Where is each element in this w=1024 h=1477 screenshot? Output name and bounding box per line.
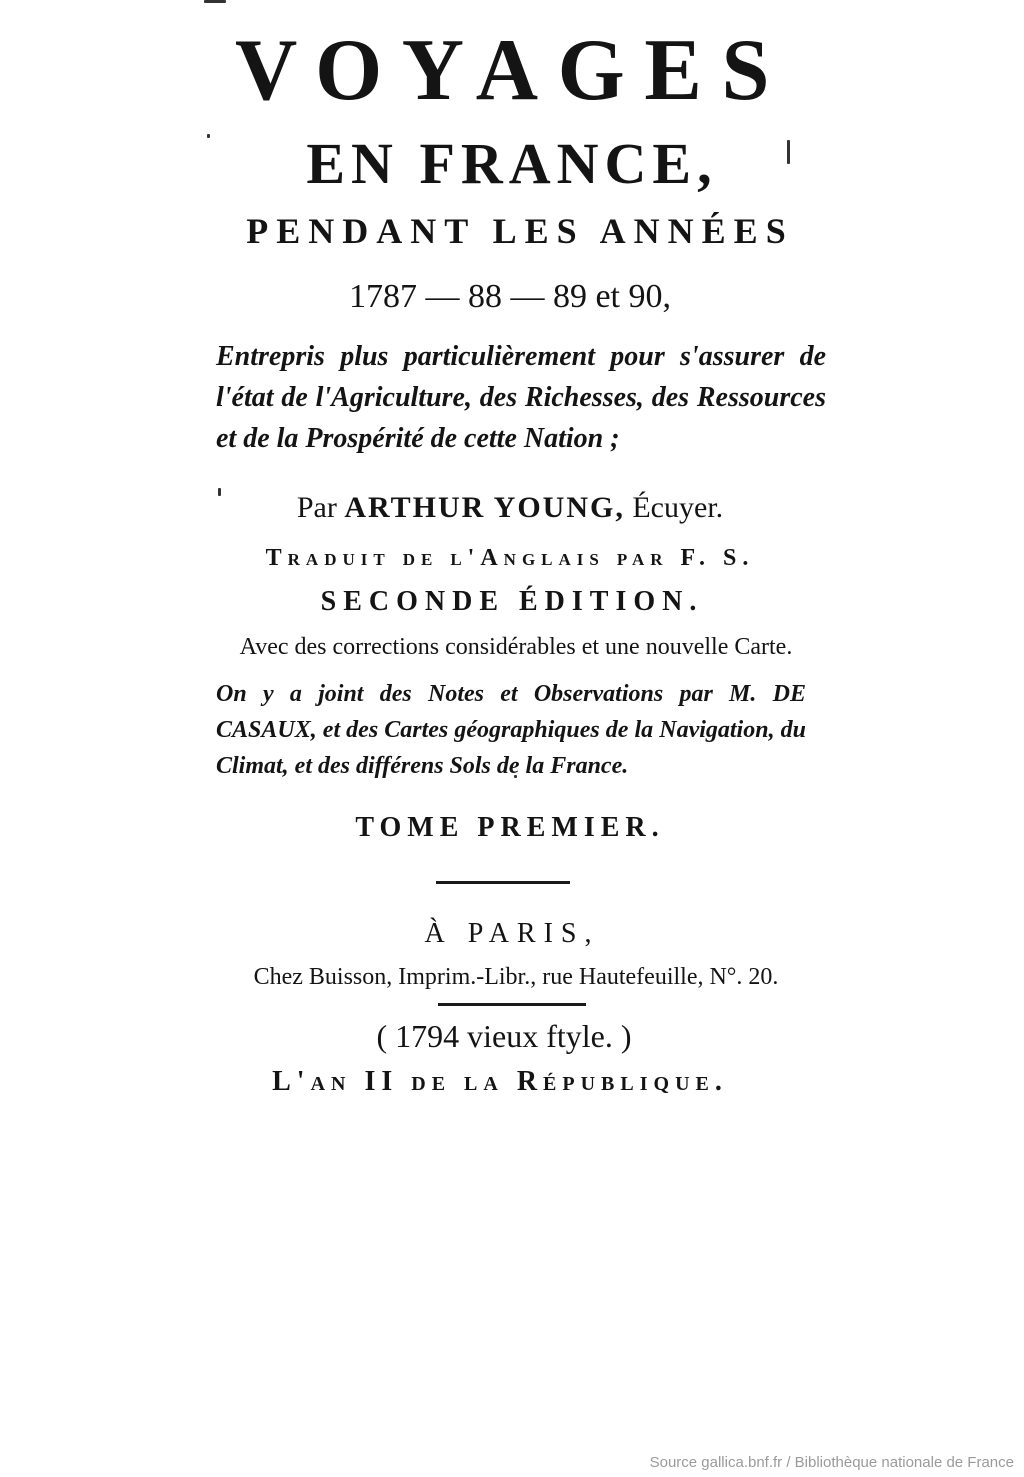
- book-subtitle-line2: PENDANT LES ANNÉES: [246, 211, 794, 251]
- divider-rule: [436, 881, 570, 884]
- source-credit: Source gallica.bnf.fr / Bibliothèque nationale de France: [649, 1454, 1014, 1471]
- divider-rule: [438, 1003, 586, 1006]
- author-title: Écuyer.: [632, 491, 724, 524]
- republic-year: L'an II de la République.: [272, 1066, 728, 1097]
- imprint-city: À PARIS,: [424, 918, 600, 949]
- author-name: ARTHUR YOUNG,: [344, 491, 625, 524]
- imprint-date: ( 1794 vieux ftyle. ): [376, 1018, 632, 1054]
- corrections-line: Avec des corrections considérables et une nouvelle Carte.: [239, 634, 793, 660]
- translator-line: Traduit de l'Anglais par F. S.: [265, 545, 755, 571]
- ink-speck: [204, 0, 226, 3]
- author-line: [10, 491, 1010, 525]
- notes-statement: On y a joint des Notes et Observations par M. DE CASAUX, et des Cartes géographiques de la Navigation, du Climat, et des différens Sols de la France.: [216, 681, 806, 779]
- book-title: VOYAGES: [234, 22, 790, 119]
- purpose-statement: Entrepris plus particulièrement pour s'assurer de l'état de l'Agriculture, des Richesses, des Ressources et de la Prospérité de cette Nation ;: [216, 341, 826, 454]
- author-prefix: Par: [296, 491, 337, 524]
- volume-line: TOME PREMIER.: [355, 812, 665, 843]
- book-subtitle-line1: EN FRANCE,: [306, 131, 718, 196]
- years-covered: 1787 — 88 — 89 et 90,: [348, 278, 672, 315]
- imprint-publisher: Chez Buisson, Imprim.-Libr., rue Hautefeuille, N°. 20.: [253, 964, 779, 990]
- edition-line: SECONDE ÉDITION.: [320, 586, 704, 617]
